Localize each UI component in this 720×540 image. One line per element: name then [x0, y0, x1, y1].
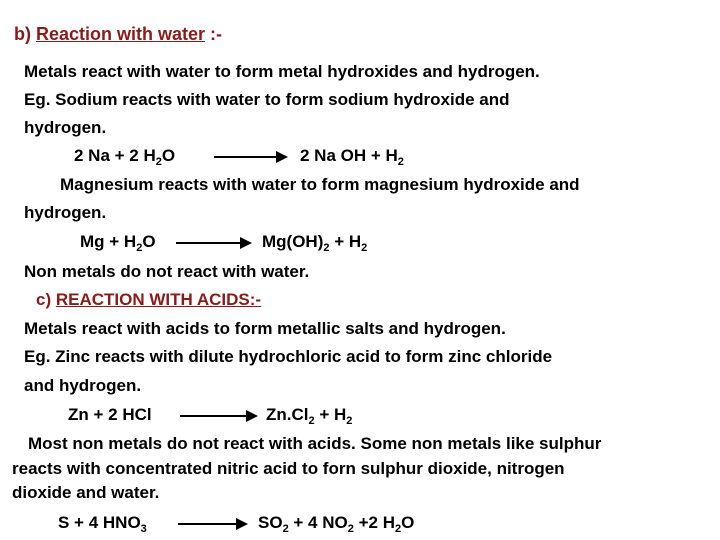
text-line-9: and hydrogen.: [24, 376, 142, 395]
text-line-11: reacts with concentrated nitric acid to forn sulphur dioxide, nitrogen: [12, 459, 565, 478]
text-line-10: Most non metals do not react with acids. Some non metals like sulphur: [28, 434, 602, 453]
equation-1-reactants: [74, 146, 175, 166]
eq4-right-sub2: 2: [347, 523, 354, 535]
eq1-left-sub: 2: [155, 156, 162, 168]
equation-4-reactants: [58, 513, 147, 533]
equation-3-products: [266, 405, 352, 425]
eq1-right-text: 2 Na OH + H: [300, 146, 398, 165]
eq2-right-sub2: 2: [361, 242, 368, 254]
reaction-arrow-4: [178, 518, 248, 530]
heading-title: Reaction with water: [36, 24, 206, 44]
eq1-left-text: 2 Na + 2 H: [74, 146, 156, 165]
eq4-right-sub3: 2: [394, 523, 402, 535]
equation-1-products: [300, 146, 404, 166]
eq4-right-sub: 2: [282, 523, 289, 535]
text-line-2: Eg. Sodium reacts with water to form sodium hydroxide and: [24, 90, 510, 109]
eq4-right-text: SO: [258, 513, 283, 532]
section-heading-water: [14, 24, 222, 44]
eq4-right-plus-no: + 4 NO: [288, 513, 348, 532]
text-line-1: Metals react with water to form metal hydroxides and hydrogen.: [24, 62, 540, 81]
reaction-arrow-3: [180, 410, 258, 422]
eq3-right-sub: 2: [308, 415, 315, 427]
heading-prefix: b): [14, 24, 36, 44]
text-line-12: dioxide and water.: [12, 483, 160, 502]
eq1-right-sub: 2: [397, 156, 404, 168]
text-line-3: hydrogen.: [24, 118, 107, 137]
reaction-arrow-2: [176, 237, 252, 249]
eq4-right-plus-h: +2 H: [353, 513, 395, 532]
equation-2-products: [262, 232, 367, 252]
equation-3-reactants: Zn + 2 HCl: [68, 405, 152, 424]
text-line-5: hydrogen.: [24, 203, 107, 222]
reaction-arrow-1: [214, 151, 288, 163]
text-line-8: Eg. Zinc reacts with dilute hydrochloric acid to form zinc chloride: [24, 347, 553, 366]
equation-2-reactants: [80, 232, 156, 252]
text-line-4: Magnesium reacts with water to form magnesium hydroxide and: [60, 175, 580, 194]
section-heading-acids: [36, 290, 261, 310]
heading-suffix: :-: [205, 24, 223, 44]
eq3-right-sub2: 2: [346, 415, 353, 427]
subheading-prefix: c): [36, 290, 56, 309]
eq2-right-text: Mg(OH): [262, 232, 324, 251]
eq3-right-text: Zn.Cl: [266, 405, 309, 424]
eq4-left-text: S + 4 HNO: [58, 513, 141, 532]
eq4-right-tail: O: [401, 513, 415, 532]
subheading-title: REACTION WITH ACIDS:-: [55, 290, 262, 309]
eq2-right-sub: 2: [323, 242, 330, 254]
eq1-left-tail: O: [161, 146, 176, 165]
text-line-7: Metals react with acids to form metallic salts and hydrogen.: [24, 319, 506, 338]
eq2-left-sub: 2: [136, 242, 143, 254]
eq2-right-plus: + H: [329, 232, 362, 251]
equation-4-products: [258, 513, 414, 533]
eq2-left-text: Mg + H: [80, 232, 137, 251]
eq3-right-plus: + H: [314, 405, 347, 424]
text-line-6: Non metals do not react with water.: [24, 262, 310, 281]
eq2-left-tail: O: [142, 232, 156, 251]
eq4-left-sub: 3: [140, 523, 147, 535]
